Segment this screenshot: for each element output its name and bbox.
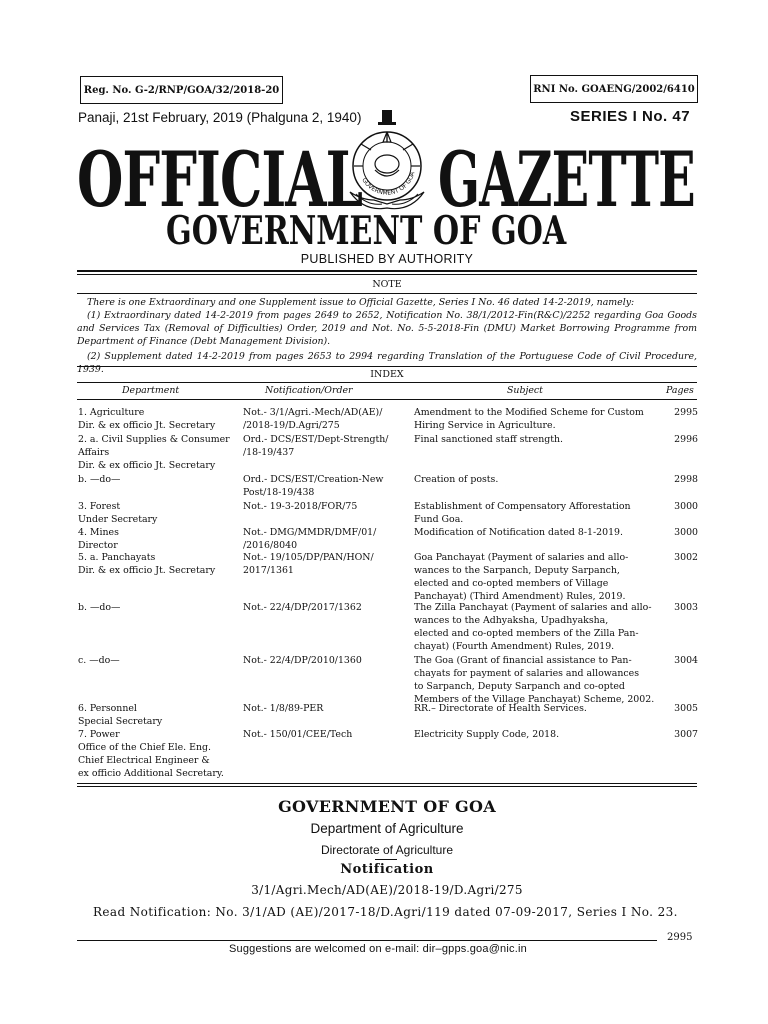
page-number: 2995 bbox=[667, 932, 693, 943]
index-heading: INDEX bbox=[370, 369, 404, 380]
table-cell-pages: 3005 bbox=[674, 703, 698, 714]
heading-separator bbox=[375, 859, 397, 860]
table-cell-notification: Ord.- DCS/EST/Dept-Strength/ /18-19/437 bbox=[243, 434, 389, 458]
table-cell-subject: The Zilla Panchayat (Payment of salaries and allo- wances to the Adhyaksha, Upadhyaksha, elected and co-opted members of the Zilla Pan- chayat) (Fourth Amendment) Rules, 2019. bbox=[414, 602, 652, 652]
table-cell-notification: Not.- DMG/MMDR/DMF/01/ /2016/8040 bbox=[243, 527, 377, 551]
index-rule-bottom bbox=[77, 783, 697, 784]
index-rule-top bbox=[77, 366, 697, 367]
column-header-subject: Subject bbox=[507, 385, 543, 396]
note-heading: NOTE bbox=[372, 279, 402, 290]
column-header-notification: Notification/Order bbox=[265, 385, 353, 396]
masthead-rule bbox=[77, 270, 697, 272]
table-cell-subject: Creation of posts. bbox=[414, 474, 499, 485]
note-intro: There is one Extraordinary and one Supplement issue to Official Gazette, Series I No. 46 dated 14-2-2019, namely: bbox=[87, 297, 635, 308]
table-cell-pages: 3007 bbox=[674, 729, 698, 740]
table-cell-notification: Not.- 19-3-2018/FOR/75 bbox=[243, 501, 358, 512]
table-cell-department: 2. a. Civil Supplies & Consumer Affairs Dir. & ex officio Jt. Secretary bbox=[78, 434, 230, 471]
footer-rule bbox=[77, 940, 657, 941]
table-cell-department: 4. Mines Director bbox=[78, 527, 119, 551]
table-cell-notification: Not.- 3/1/Agri.-Mech/AD(AE)/ /2018-19/D.Agri/275 bbox=[243, 407, 383, 431]
department-name: Department of Agriculture bbox=[310, 821, 464, 836]
table-cell-pages: 2995 bbox=[674, 407, 698, 418]
registration-number: Reg. No. G-2/RNP/GOA/32/2018-20 bbox=[83, 84, 280, 96]
table-cell-subject: Amendment to the Modified Scheme for Custom Hiring Service in Agriculture. bbox=[414, 407, 644, 431]
index-rule-mid bbox=[77, 382, 697, 383]
note-rule bbox=[77, 293, 697, 294]
table-cell-notification: Not.- 1/8/89-PER bbox=[243, 703, 324, 714]
table-cell-subject: Final sanctioned staff strength. bbox=[414, 434, 564, 445]
table-cell-notification: Not.- 19/105/DP/PAN/HON/ 2017/1361 bbox=[243, 552, 374, 576]
notification-number: 3/1/Agri.Mech/AD(AE)/2018-19/D.Agri/275 bbox=[251, 883, 523, 897]
index-header-rule bbox=[77, 399, 697, 400]
table-cell-department: 7. Power Office of the Chief Ele. Eng. Chief Electrical Engineer & ex officio Additional Secretary. bbox=[78, 729, 224, 779]
column-header-pages: Pages bbox=[666, 385, 694, 396]
notification-heading: Notification bbox=[340, 862, 434, 877]
table-cell-department: 6. Personnel Special Secretary bbox=[78, 703, 163, 727]
masthead-official: OFFICIAL bbox=[77, 136, 363, 226]
table-cell-department: 1. Agriculture Dir. & ex officio Jt. Secretary bbox=[78, 407, 216, 431]
table-cell-pages: 3004 bbox=[674, 655, 698, 666]
suggestions-email: Suggestions are welcomed on e-mail: dir–gpps.goa@nic.in bbox=[229, 943, 527, 955]
table-cell-subject: The Goa (Grant of financial assistance to Pan- chayats for payment of salaries and allowances to Sarpanch, Deputy Sarpanch and co-opted Members of the Village Panchayat) Scheme, 2002. bbox=[414, 655, 655, 705]
table-cell-pages: 3000 bbox=[674, 501, 698, 512]
goa-emblem bbox=[342, 108, 432, 218]
table-cell-department: c. —do— bbox=[78, 655, 120, 666]
table-cell-department: b. —do— bbox=[78, 474, 121, 485]
published-by-authority: PUBLISHED BY AUTHORITY bbox=[300, 252, 474, 266]
table-cell-department: 3. Forest Under Secretary bbox=[78, 501, 158, 525]
directorate-name: Directorate of Agriculture bbox=[320, 843, 454, 857]
table-cell-pages: 3000 bbox=[674, 527, 698, 538]
table-cell-subject: Goa Panchayat (Payment of salaries and allo- wances to the Sarpanch, Deputy Sarpanch, elected and co-opted members of Village Panchayat) (Third Amendment) Rules, 2019. bbox=[414, 552, 629, 602]
table-cell-notification: Not.- 150/01/CEE/Tech bbox=[243, 729, 353, 740]
index-rule-bottom-double bbox=[77, 786, 697, 787]
date-line: Panaji, 21st February, 2019 (Phalguna 2, 1940) bbox=[78, 110, 362, 125]
table-cell-pages: 3003 bbox=[674, 602, 698, 613]
note-item-1: (1) Extraordinary dated 14-2-2019 from pages 2649 to 2652, Notification No. 38/1/2012-Fin(R&C)/2252 regarding Goa Goods and Services Tax (Removal of Difficulties) Order, 2019 and Not. No. 5-5-2018-Fin (DMU) Market Borrowing Programme from Department of Finance (Debt Management Division). bbox=[77, 310, 697, 347]
table-cell-pages: 3002 bbox=[674, 552, 698, 563]
series-number: SERIES I No. 47 bbox=[570, 108, 691, 125]
table-cell-subject: Establishment of Compensatory Afforestation Fund Goa. bbox=[414, 501, 631, 525]
table-cell-subject: Electricity Supply Code, 2018. bbox=[414, 729, 560, 740]
table-cell-pages: 2998 bbox=[674, 474, 698, 485]
registration-number-box bbox=[80, 76, 283, 104]
table-cell-notification: Ord.- DCS/EST/Creation-New Post/18-19/438 bbox=[243, 474, 384, 498]
table-cell-pages: 2996 bbox=[674, 434, 698, 445]
note-item-2: (2) Supplement dated 14-2-2019 from pages 2653 to 2994 regarding Translation of the Portuguese Code of Civil Procedure, 1939. bbox=[77, 351, 697, 375]
rni-number: RNI No. GOAENG/2002/6410 bbox=[533, 83, 695, 95]
masthead-rule-thin bbox=[77, 274, 697, 275]
government-heading: GOVERNMENT OF GOA bbox=[278, 797, 496, 816]
emblem-caption: GOVERNMENT OF GOA bbox=[360, 171, 417, 197]
table-cell-notification: Not.- 22/4/DP/2010/1360 bbox=[243, 655, 362, 666]
read-notification-line: Read Notification: No. 3/1/AD (AE)/2017-18/D.Agri/119 dated 07-09-2017, Series I No. 23. bbox=[93, 905, 678, 919]
column-header-department: Department bbox=[122, 385, 180, 396]
table-cell-notification: Not.- 22/4/DP/2017/1362 bbox=[243, 602, 362, 613]
masthead-subtitle: GOVERNMENT OF GOA bbox=[166, 208, 567, 254]
masthead-gazette: GAZETTE bbox=[438, 136, 695, 226]
table-cell-subject: RR.– Directorate of Health Services. bbox=[414, 703, 587, 714]
table-cell-department: b. —do— bbox=[78, 602, 121, 613]
table-cell-subject: Modification of Notification dated 8-1-2019. bbox=[414, 527, 623, 538]
rni-number-box bbox=[530, 75, 698, 103]
table-cell-department: 5. a. Panchayats Dir. & ex officio Jt. Secretary bbox=[78, 552, 216, 576]
